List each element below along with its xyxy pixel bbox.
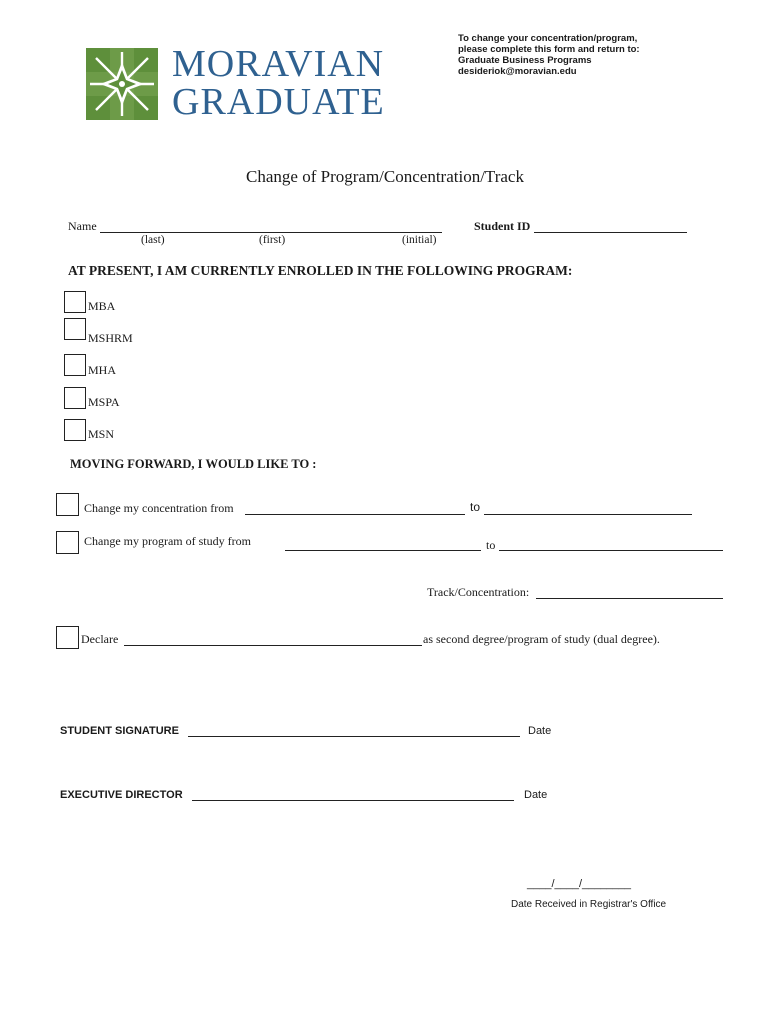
track-concentration-field[interactable] xyxy=(536,598,723,599)
mshrm-label: MSHRM xyxy=(88,331,133,345)
declare-checkbox[interactable] xyxy=(56,626,79,649)
student-signature-field[interactable] xyxy=(188,736,520,737)
program-to-field[interactable] xyxy=(499,550,723,551)
declare-label: Declare xyxy=(81,632,119,646)
program-from-field[interactable] xyxy=(285,550,481,551)
declare-field[interactable] xyxy=(124,645,422,646)
mba-checkbox[interactable] xyxy=(64,291,86,313)
present-program-heading: AT PRESENT, I AM CURRENTLY ENROLLED IN THE FOLLOWING PROGRAM: xyxy=(68,263,573,278)
mha-checkbox[interactable] xyxy=(64,354,86,376)
msn-checkbox[interactable] xyxy=(64,419,86,441)
mspa-label: MSPA xyxy=(88,395,120,409)
executive-director-label: EXECUTIVE DIRECTOR xyxy=(60,789,183,801)
initial-caption: (initial) xyxy=(402,234,437,246)
program-to-label: to xyxy=(486,538,496,552)
concentration-from-field[interactable] xyxy=(245,514,465,515)
moving-forward-heading: MOVING FORWARD, I WOULD LIKE TO : xyxy=(70,457,317,471)
instructions-note xyxy=(458,33,688,77)
mshrm-checkbox[interactable] xyxy=(64,318,86,340)
msn-label: MSN xyxy=(88,427,115,441)
change-program-label: Change my program of study from xyxy=(84,534,251,548)
change-concentration-label: Change my concentration from xyxy=(84,501,234,515)
mha-label: MHA xyxy=(88,363,117,377)
student-id-label: Student ID xyxy=(474,219,531,233)
logo-wordmark-line1: MORAVIAN xyxy=(172,43,385,85)
name-label: Name xyxy=(68,219,97,233)
moravian-logo-icon xyxy=(86,48,158,120)
logo-wordmark-line2: GRADUATE xyxy=(172,81,385,123)
mspa-checkbox[interactable] xyxy=(64,387,86,409)
mba-label: MBA xyxy=(88,299,116,313)
student-signature-label: STUDENT SIGNATURE xyxy=(60,725,179,737)
note-line: To change your concentration/program, xyxy=(458,33,638,44)
student-id-field[interactable] xyxy=(534,232,687,233)
note-email: desideriok@moravian.edu xyxy=(458,66,577,77)
last-name-caption: (last) xyxy=(141,234,165,246)
change-concentration-checkbox[interactable] xyxy=(56,493,79,516)
change-program-checkbox[interactable] xyxy=(56,531,79,554)
track-concentration-label: Track/Concentration: xyxy=(427,585,530,599)
registrar-date-label: Date Received in Registrar's Office xyxy=(511,899,667,910)
student-date-label: Date xyxy=(528,725,552,737)
concentration-to-label: to xyxy=(470,500,481,514)
registrar-date-field[interactable]: ____/____/________ xyxy=(527,878,631,890)
first-name-caption: (first) xyxy=(259,234,286,246)
executive-director-field[interactable] xyxy=(192,800,514,801)
dual-degree-label: as second degree/program of study (dual degree). xyxy=(423,632,660,646)
concentration-to-field[interactable] xyxy=(484,514,692,515)
director-date-label: Date xyxy=(524,789,548,801)
note-line: Graduate Business Programs xyxy=(458,55,592,66)
name-field[interactable] xyxy=(100,232,442,233)
form-title: Change of Program/Concentration/Track xyxy=(246,167,524,186)
note-line: please complete this form and return to: xyxy=(458,44,640,55)
